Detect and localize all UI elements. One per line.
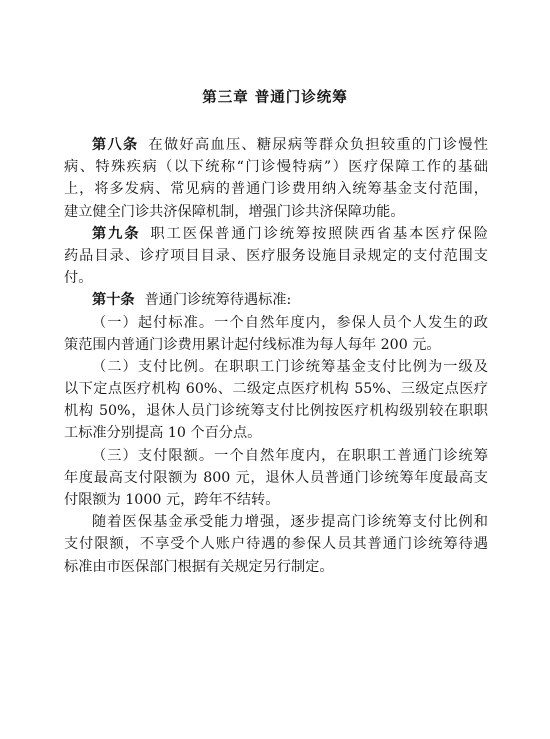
- item-1-line-2: 策范围内普通门诊费用累计起付线标准为每人每年 200 元。: [64, 336, 441, 353]
- chapter-title: 第三章 普通门诊统筹: [202, 90, 348, 106]
- item-2-line-4: 工标准分别提高 10 个百分点。: [64, 425, 262, 442]
- article-9-text-1: 职工医保普通门诊统筹按照陕西省基本医疗保险: [150, 225, 488, 242]
- article-8: [64, 134, 488, 223]
- article-8-number: 第八条: [92, 137, 139, 153]
- article-9-line-1: [64, 223, 488, 245]
- article-9-line-2: 药品目录、诊疗项目目录、医疗服务设施目录规定的支付范围支: [64, 247, 488, 264]
- item-2-line-2: 以下定点医疗机构 60%、二级定点医疗机构 55%、三级定点医疗: [64, 381, 488, 398]
- item-3-line-2: 年度最高支付限额为 800 元，退休人员普通门诊统筹年度最高支: [64, 469, 488, 486]
- article-9-number: 第九条: [92, 225, 141, 242]
- article-9-line-3: 付。: [64, 270, 93, 287]
- article-8-line-2: 病、特殊疾病（以下统称“门诊慢特病”）医疗保障工作的基础: [64, 159, 488, 176]
- article-8-line-3: 上，将多发病、常见病的普通门诊费用纳入统筹基金支付范围，: [64, 181, 488, 198]
- article-10-line-1: [64, 289, 488, 311]
- item-1-starting-standard: [64, 312, 488, 356]
- article-10: [64, 289, 488, 311]
- article-8-line-4: 建立健全门诊共济保障机制，增强门诊共济保障功能。: [64, 203, 405, 220]
- item-2-line-3: 机构 50%，退休人员门诊统筹支付比例按医疗机构级别较在职职: [64, 403, 488, 420]
- closing-line-3: 标准由市医保部门根据有关规定另行制定。: [64, 558, 334, 575]
- closing-line-2: 支付限额，不享受个人账户待遇的参保人员其普通门诊统筹待遇: [64, 536, 488, 553]
- item-2-payment-ratio: [64, 356, 488, 445]
- item-3-line-3: 付限额为 1000 元，跨年不结转。: [64, 492, 280, 508]
- item-3-line-1: （三）支付限额。一个自然年度内，在职职工普通门诊统筹: [92, 447, 488, 464]
- document-body: [64, 134, 488, 578]
- item-3-payment-limit: [64, 445, 488, 512]
- article-10-text-1: 普通门诊统筹待遇标准:: [144, 292, 292, 309]
- article-10-number: 第十条: [92, 292, 135, 309]
- article-9: [64, 223, 488, 290]
- article-8-line-1: [64, 134, 488, 156]
- article-8-text-1: 在做好高血压、糖尿病等群众负担较重的门诊慢性: [148, 137, 488, 153]
- item-2-line-1: （二）支付比例。在职职工门诊统筹基金支付比例为一级及: [92, 358, 488, 375]
- item-1-line-1: （一）起付标准。一个自然年度内，参保人员个人发生的政: [92, 314, 488, 331]
- closing-line-1: 随着医保基金承受能力增强，逐步提高门诊统筹支付比例和: [92, 514, 488, 531]
- closing-paragraph: [64, 511, 488, 578]
